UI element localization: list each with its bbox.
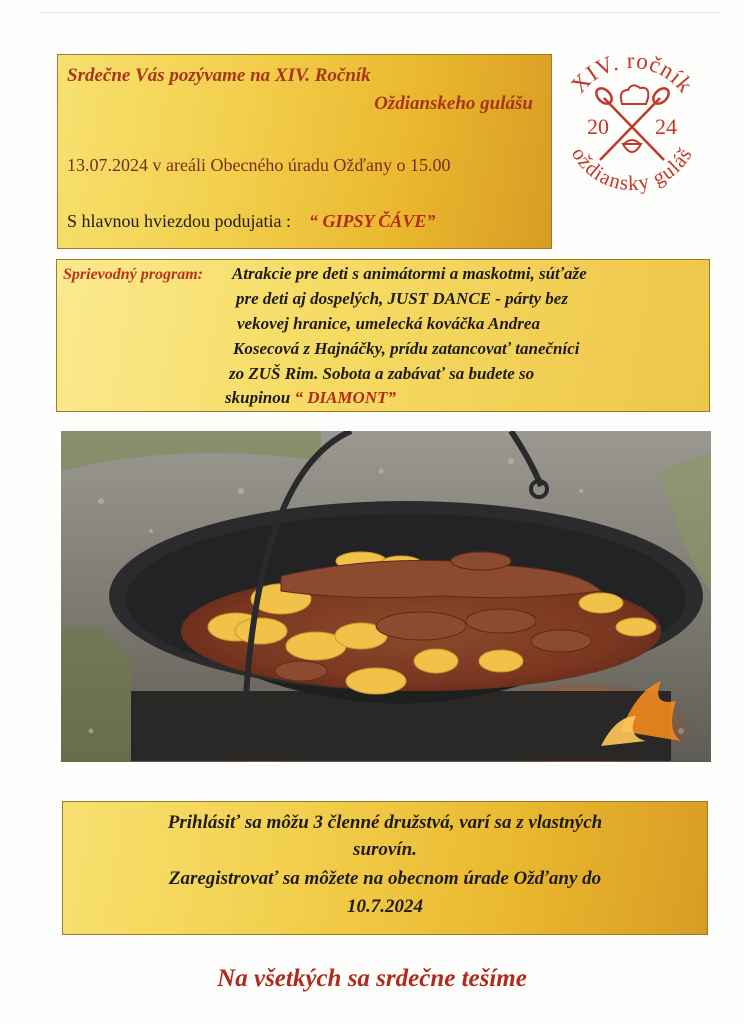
program-line: vekovej hranice, umelecká kováčka Andrea bbox=[237, 314, 540, 333]
badge-year-right: 24 bbox=[655, 114, 677, 139]
svg-text:oždiansky guláš bbox=[567, 143, 697, 195]
event-badge-logo bbox=[548, 38, 716, 206]
event-date-location: 13.07.2024 v areáli Obecného úradu Ožďany o 15.00 bbox=[67, 155, 451, 175]
closing-message: Na všetkých sa srdečne tešíme bbox=[217, 965, 527, 992]
goulash-cauldron-photo bbox=[61, 431, 711, 762]
badge-bottom-text: oždiansky guláš bbox=[566, 142, 698, 196]
program-box bbox=[56, 259, 710, 412]
invitation-line-2: Oždianskeho gulášu bbox=[374, 93, 533, 114]
program-line-last bbox=[225, 388, 396, 408]
badge-year-left: 20 bbox=[587, 114, 609, 139]
registration-line: surovín. bbox=[353, 839, 417, 860]
program-line: Atrakcie pre deti s animátormi a maskotmi, súťaže bbox=[232, 264, 587, 283]
program-line: zo ZUŠ Rim. Sobota a zabávať sa budete so bbox=[229, 364, 535, 383]
invitation-line-1: Srdečne Vás pozývame na XIV. Ročník bbox=[67, 65, 371, 86]
band-name: “ DIAMONT” bbox=[294, 388, 396, 407]
program-line: pre deti aj dospelých, JUST DANCE - párty bez bbox=[236, 289, 568, 308]
badge-top-text: XIV. ročník bbox=[565, 47, 699, 98]
headliner-line bbox=[67, 211, 435, 232]
headliner-name: “ GIPSY ČÁVE” bbox=[308, 211, 436, 231]
top-rule bbox=[40, 12, 720, 13]
chef-hat-icon bbox=[621, 85, 648, 104]
pot-icon bbox=[623, 140, 641, 152]
program-line: skupinou bbox=[225, 388, 291, 407]
registration-line: 10.7.2024 bbox=[347, 896, 423, 917]
svg-text:XIV. ročník bbox=[566, 48, 698, 98]
registration-line: Prihlásiť sa môžu 3 členné družstvá, varí sa z vlastných bbox=[167, 812, 603, 833]
program-line: Kosecová z Hajnáčky, prídu zatancovať tanečníci bbox=[233, 339, 580, 358]
program-label: Sprievodný program: bbox=[63, 266, 203, 283]
invitation-header-box bbox=[57, 54, 552, 249]
registration-line: Zaregistrovať sa môžete na obecnom úrade Ožďany do bbox=[168, 868, 602, 889]
headliner-prefix: S hlavnou hviezdou podujatia : bbox=[67, 211, 291, 231]
registration-box bbox=[62, 801, 708, 935]
